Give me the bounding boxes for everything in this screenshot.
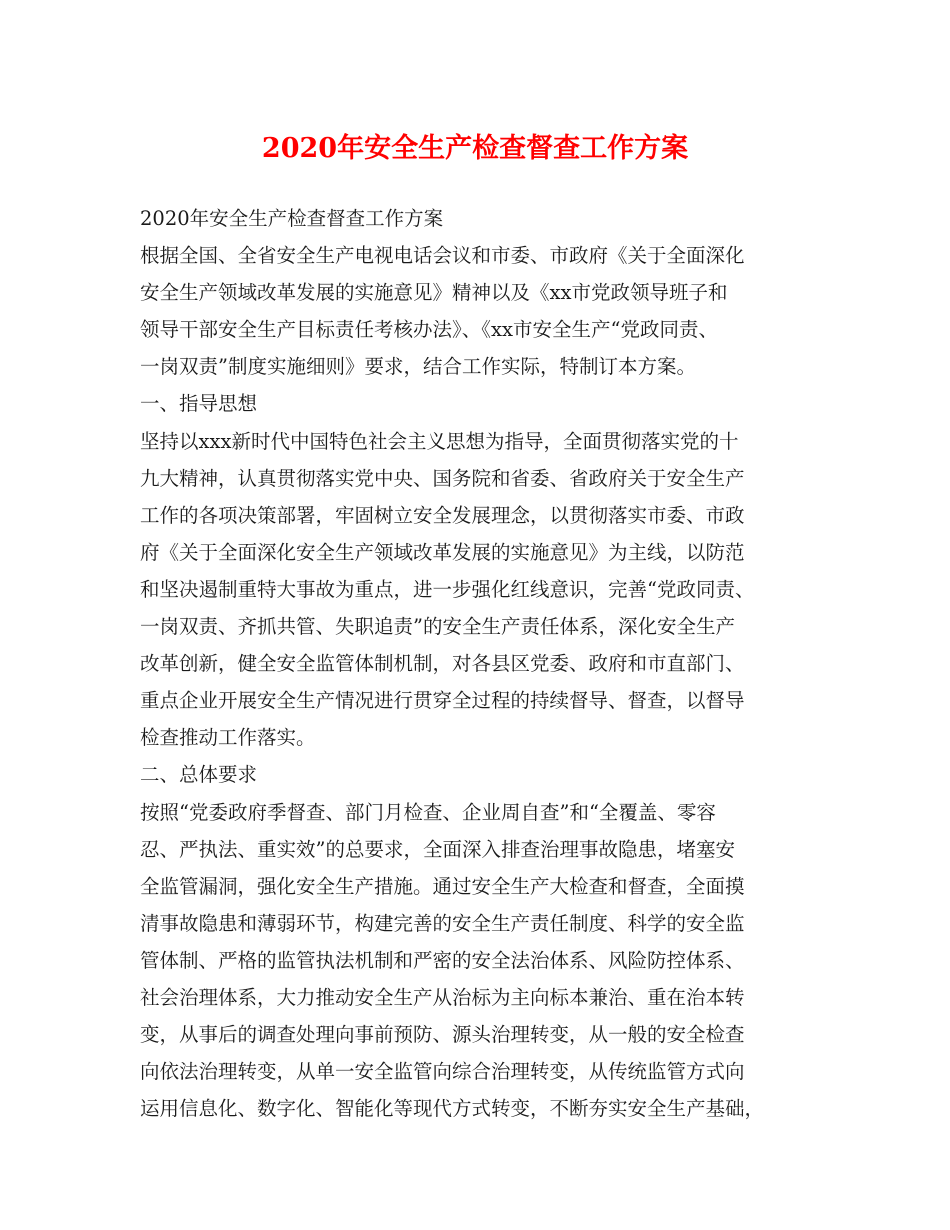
body-line: 安全生产领域改革发展的实施意见》精神以及《xx市党政领导班子和 <box>140 281 728 305</box>
body-line: 坚持以xxx新时代中国特色社会主义思想为指导，全面贯彻落实党的十 <box>140 429 739 453</box>
body-line: 一岗双责、齐抓共管、失职追责”的安全生产责任体系，深化安全生产 <box>140 615 735 639</box>
section-heading-guiding-thought: 一、指导思想 <box>140 392 258 416</box>
body-subtitle-line: 2020年安全生产检查督查工作方案 <box>140 207 444 230</box>
body-line: 一岗双责”制度实施细则》要求，结合工作实际，特制订本方案。 <box>140 355 696 379</box>
body-line: 检查推动工作落实。 <box>140 726 316 750</box>
body-line: 九大精神，认真贯彻落实党中央、国务院和省委、省政府关于安全生产 <box>140 466 745 490</box>
body-line: 领导干部安全生产目标责任考核办法》、《xx市安全生产“党政同责、 <box>140 318 718 342</box>
body-line: 按照“党委政府季督查、部门月检查、企业周自查”和“全覆盖、零容 <box>140 800 716 824</box>
body-line: 向依法治理转变，从单一安全监管向综合治理转变，从传统监管方式向 <box>140 1060 745 1084</box>
body-line: 运用信息化、数字化、智能化等现代方式转变，不断夯实安全生产基础， <box>140 1097 765 1121</box>
body-line: 变，从事后的调查处理向事前预防、源头治理转变，从一般的安全检查 <box>140 1023 745 1047</box>
body-line: 全监管漏洞，强化安全生产措施。通过安全生产大检查和督查，全面摸 <box>140 874 745 898</box>
body-line: 管体制、严格的监管执法机制和严密的安全法治体系、风险防控体系、 <box>140 948 745 972</box>
body-line: 忍、严执法、重实效”的总要求，全面深入排查治理事故隐患，堵塞安 <box>140 837 735 861</box>
body-line: 根据全国、全省安全生产电视电话会议和市委、市政府《关于全面深化 <box>140 244 745 268</box>
body-line: 重点企业开展安全生产情况进行贯穿全过程的持续督导、督查，以督导 <box>140 689 745 713</box>
document-body <box>140 200 830 1127</box>
document-title: 2020年安全生产检查督查工作方案 <box>261 133 689 164</box>
body-line: 工作的各项决策部署，牢固树立安全发展理念，以贯彻落实市委、市政 <box>140 503 745 527</box>
section-heading-overall-requirements: 二、总体要求 <box>140 763 258 787</box>
body-line: 和坚决遏制重特大事故为重点，进一步强化红线意识，完善“党政同责、 <box>140 577 755 601</box>
body-line: 府《关于全面深化安全生产领域改革发展的实施意见》为主线，以防范 <box>140 540 745 564</box>
body-line: 改革创新，健全安全监管体制机制，对各县区党委、政府和市直部门、 <box>140 652 745 676</box>
body-line: 清事故隐患和薄弱环节，构建完善的安全生产责任制度、科学的安全监 <box>140 911 745 935</box>
body-line: 社会治理体系，大力推动安全生产从治标为主向标本兼治、重在治本转 <box>140 985 745 1009</box>
